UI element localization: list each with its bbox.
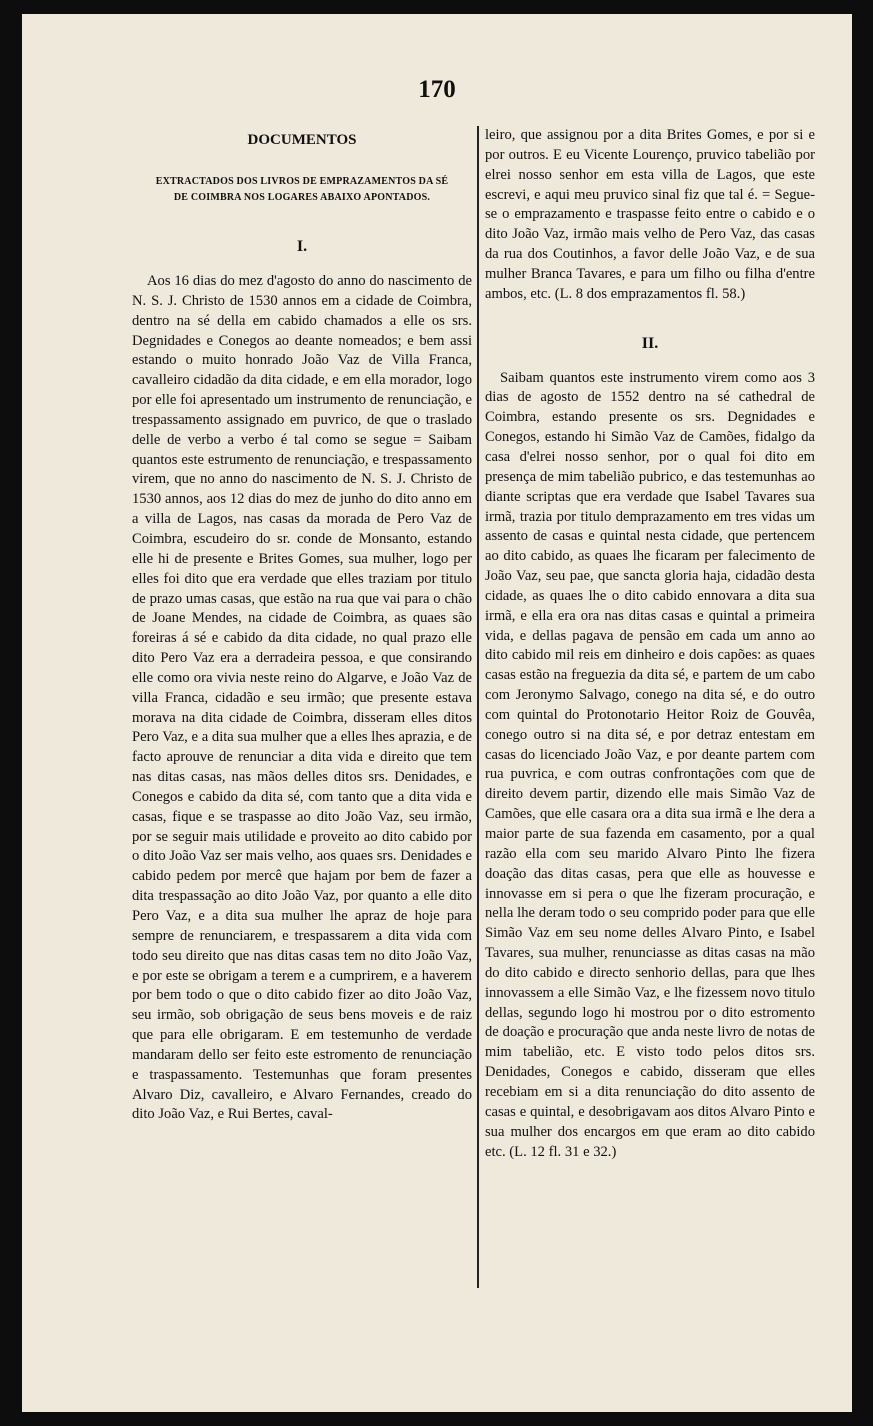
subtitle-line-1: EXTRACTADOS DOS LIVROS DE EMPRAZAMENTOS DA SÉ <box>155 176 449 187</box>
right-column <box>485 126 815 1162</box>
section-1-text: Aos 16 dias do mez d'agosto do anno do nascimento de N. S. J. Christo de 1530 annos em a cidade de Coimbra, dentro na sé della em cabido chamados a elle os srs. Degnidades e Conegos ao deante nomeados; e bem assi estando o muito honrado João Vaz de Villa Franca, cavalleiro cidadão da dita cidade, e em ella morador, logo por elle foi apresentado um instrumento de renunciação, e trespassamento assignado em puvrico, de que o traslado delle de verbo a verbo é tal como se segue = Saibam quantos este estrumento de renunciação, e trespassamento virem, que no anno do nascimento de N. S. J. Christo de 1530 annos, aos 12 dias do mez de junho do dito anno em a villa de Lagos, nas casas da morada de Pero Vaz de Coimbra, escudeiro do sr. conde de Monsanto, estando elle hi de presente e Brites Gomes, sua mulher, logo per elles foi dito que era verdade que elles traziam por titulo de prazo umas casas, que estão na rua que vai para o chão de Joane Mendes, na cidade de Coimbra, as quaes são foreiras á sé e cabido da dita cidade, no qual prazo elle dito Pero Vaz era a derradeira pessoa, e que consirando elle como ora vivia neste reino do Algarve, e João Vaz de villa Franca, cidadão e seu irmão; que presente estava morava na dita cidade de Coimbra, disseram elles ditos Pero Vaz, e a dita sua mulher que a elles lhes aprazia, e de facto aprouve de renunciar a dita vida e direito que tem nas ditas casas, nas mãos delles ditos srs. Denidades, e Conegos e cabido da dita sé, com tanto que a dita vida e casas, fique e se traspasse ao dito João Vaz, seu irmão, por se seguir mais utilidade e proveito ao dito cabido por o dito João Vaz ser mais velho, aos quaes srs. Denidades e cabido pedem por mercê que hajam por bem de fazer a dita trespassação ao dito João Vaz, por quanto a elle dito Pero Vaz, e a dita sua mulher lhe apraz de hoje para sempre de renunciarem, e trespassarem a dita vida com todo seu direito que nas ditas casas tem no dito João Vaz, e por este se obrigam a terem e a cumprirem, e a haverem por bem todo o que o dito cabido fizer ao dito João Vaz, seu irmão, sob obrigação de seus bens moveis e de raiz que para elle obrigaram. E em testemunho de verdade mandaram dello ser feito este estromento de renunciação e traspassamento. Testemunhas que foram presentes Alvaro Diz, cavalleiro, e Alvaro Fernandes, creado do dito João Vaz, e Rui Bertes, caval- <box>132 273 472 1123</box>
subtitle-line-2: DE COIMBRA NOS LOGARES ABAIXO APONTADOS. <box>173 192 431 203</box>
column-divider <box>477 126 479 1288</box>
section-2-text: Saibam quantos este instrumento virem como aos 3 dias de agosto de 1552 dentro na sé cathedral de Coimbra, estando presente os srs. Degnidades e Conegos, estando hi Simão Vaz de Camões, fidalgo da casa d'elrei nosso senhor, por o qual foi dito em presença de mim tabelião pubrico, e das testemunhas ao diante scriptas que era verdade que Isabel Tavares sua irmã, trazia por titulo demprazamento em tres vidas um assento de casas e quintal nesta cidade, que pertencem ao dito cabido, as quaes lhe ficaram per falecimento de João Vaz, seu pae, que sancta gloria haja, cidadão desta cidade, as quaes lhe o dito cabido ennovara a dita sua irmã, e ella era ora nas ditas casas e quintal a primeira vida, e dellas pagava de pensão em cada um anno ao dito cabido mil reis em dinheiro e dois capões: as quaes casas estão na freguezia da dita sé, e partem de um cabo com Jeronymo Salvago, conego na dita sé, e do outro com quintal do Protonotario Heitor Roiz de Gouvêa, conego outro si na dita sé, e por detraz entestam em casas do licenciado João Vaz, e por deante partem com rua puvrica, e com outras confrontações com que de direito devem partir, dizendo elle mais Simão Vaz de Camões, que elle casara ora a dita sua irmã e lhe dera a maior parte de sua fazenda em casamento, por a qual razão ella com seu marido Alvaro Pinto lhe fizera doação das ditas casas, pera que elle as houvesse e innovasse em si pera o que lhe fizeram procuração, e nella lhe deram todo o seu comprido poder para que elle Simão Vaz em seu nome delles Alvaro Pinto, e Isabel Tavares, sua mulher, renunciasse as ditas casas na mão do dito cabido e directo senhorio dellas, para que lhes innovassem a elle Simão Vaz, e lhe fizessem novo titulo dellas, segundo logo hi mostrou por o dito estromento de doação e procuração que anda neste livro de notas de mim tabelião, etc. E visto todo pelos ditos srs. Denidades, Conegos e cabido, disseram que elles recebiam em si a dita renunciação do dito assento de casas e quintal, e desobrigavam aos ditos Alvaro Pinto e sua mulher dos encargos em que eram ao dito cabido etc. (L. 12 fl. 31 e 32.) <box>485 369 815 1160</box>
document-title: DOCUMENTOS <box>247 132 357 148</box>
left-column <box>132 126 472 1125</box>
document-page <box>22 14 852 1412</box>
section-2-numeral: II. <box>641 334 659 352</box>
section-1-continuation: leiro, que assignou por a dita Brites Gomes, e por si e por outros. E eu Vicente Lourenço, pruvico tabelião por elrei nosso senhor em esta villa de Lagos, que este escrevi, e aqui meu pruvico sinal fiz que tal é. = Segue-se o emprazamento e traspasse feito entre o cabido e o dito João Vaz, irmão mais velho de Pero Vaz, das casas da rua dos Coutinhos, a favor delle João Vaz, e de sua mulher Branca Tavares, e para um filho ou filha d'entre ambos, etc. (L. 8 dos emprazamentos fl. 58.) <box>485 127 815 302</box>
document-subtitle <box>132 174 472 206</box>
page-number: 170 <box>418 76 456 103</box>
section-1-numeral: I. <box>296 238 308 255</box>
